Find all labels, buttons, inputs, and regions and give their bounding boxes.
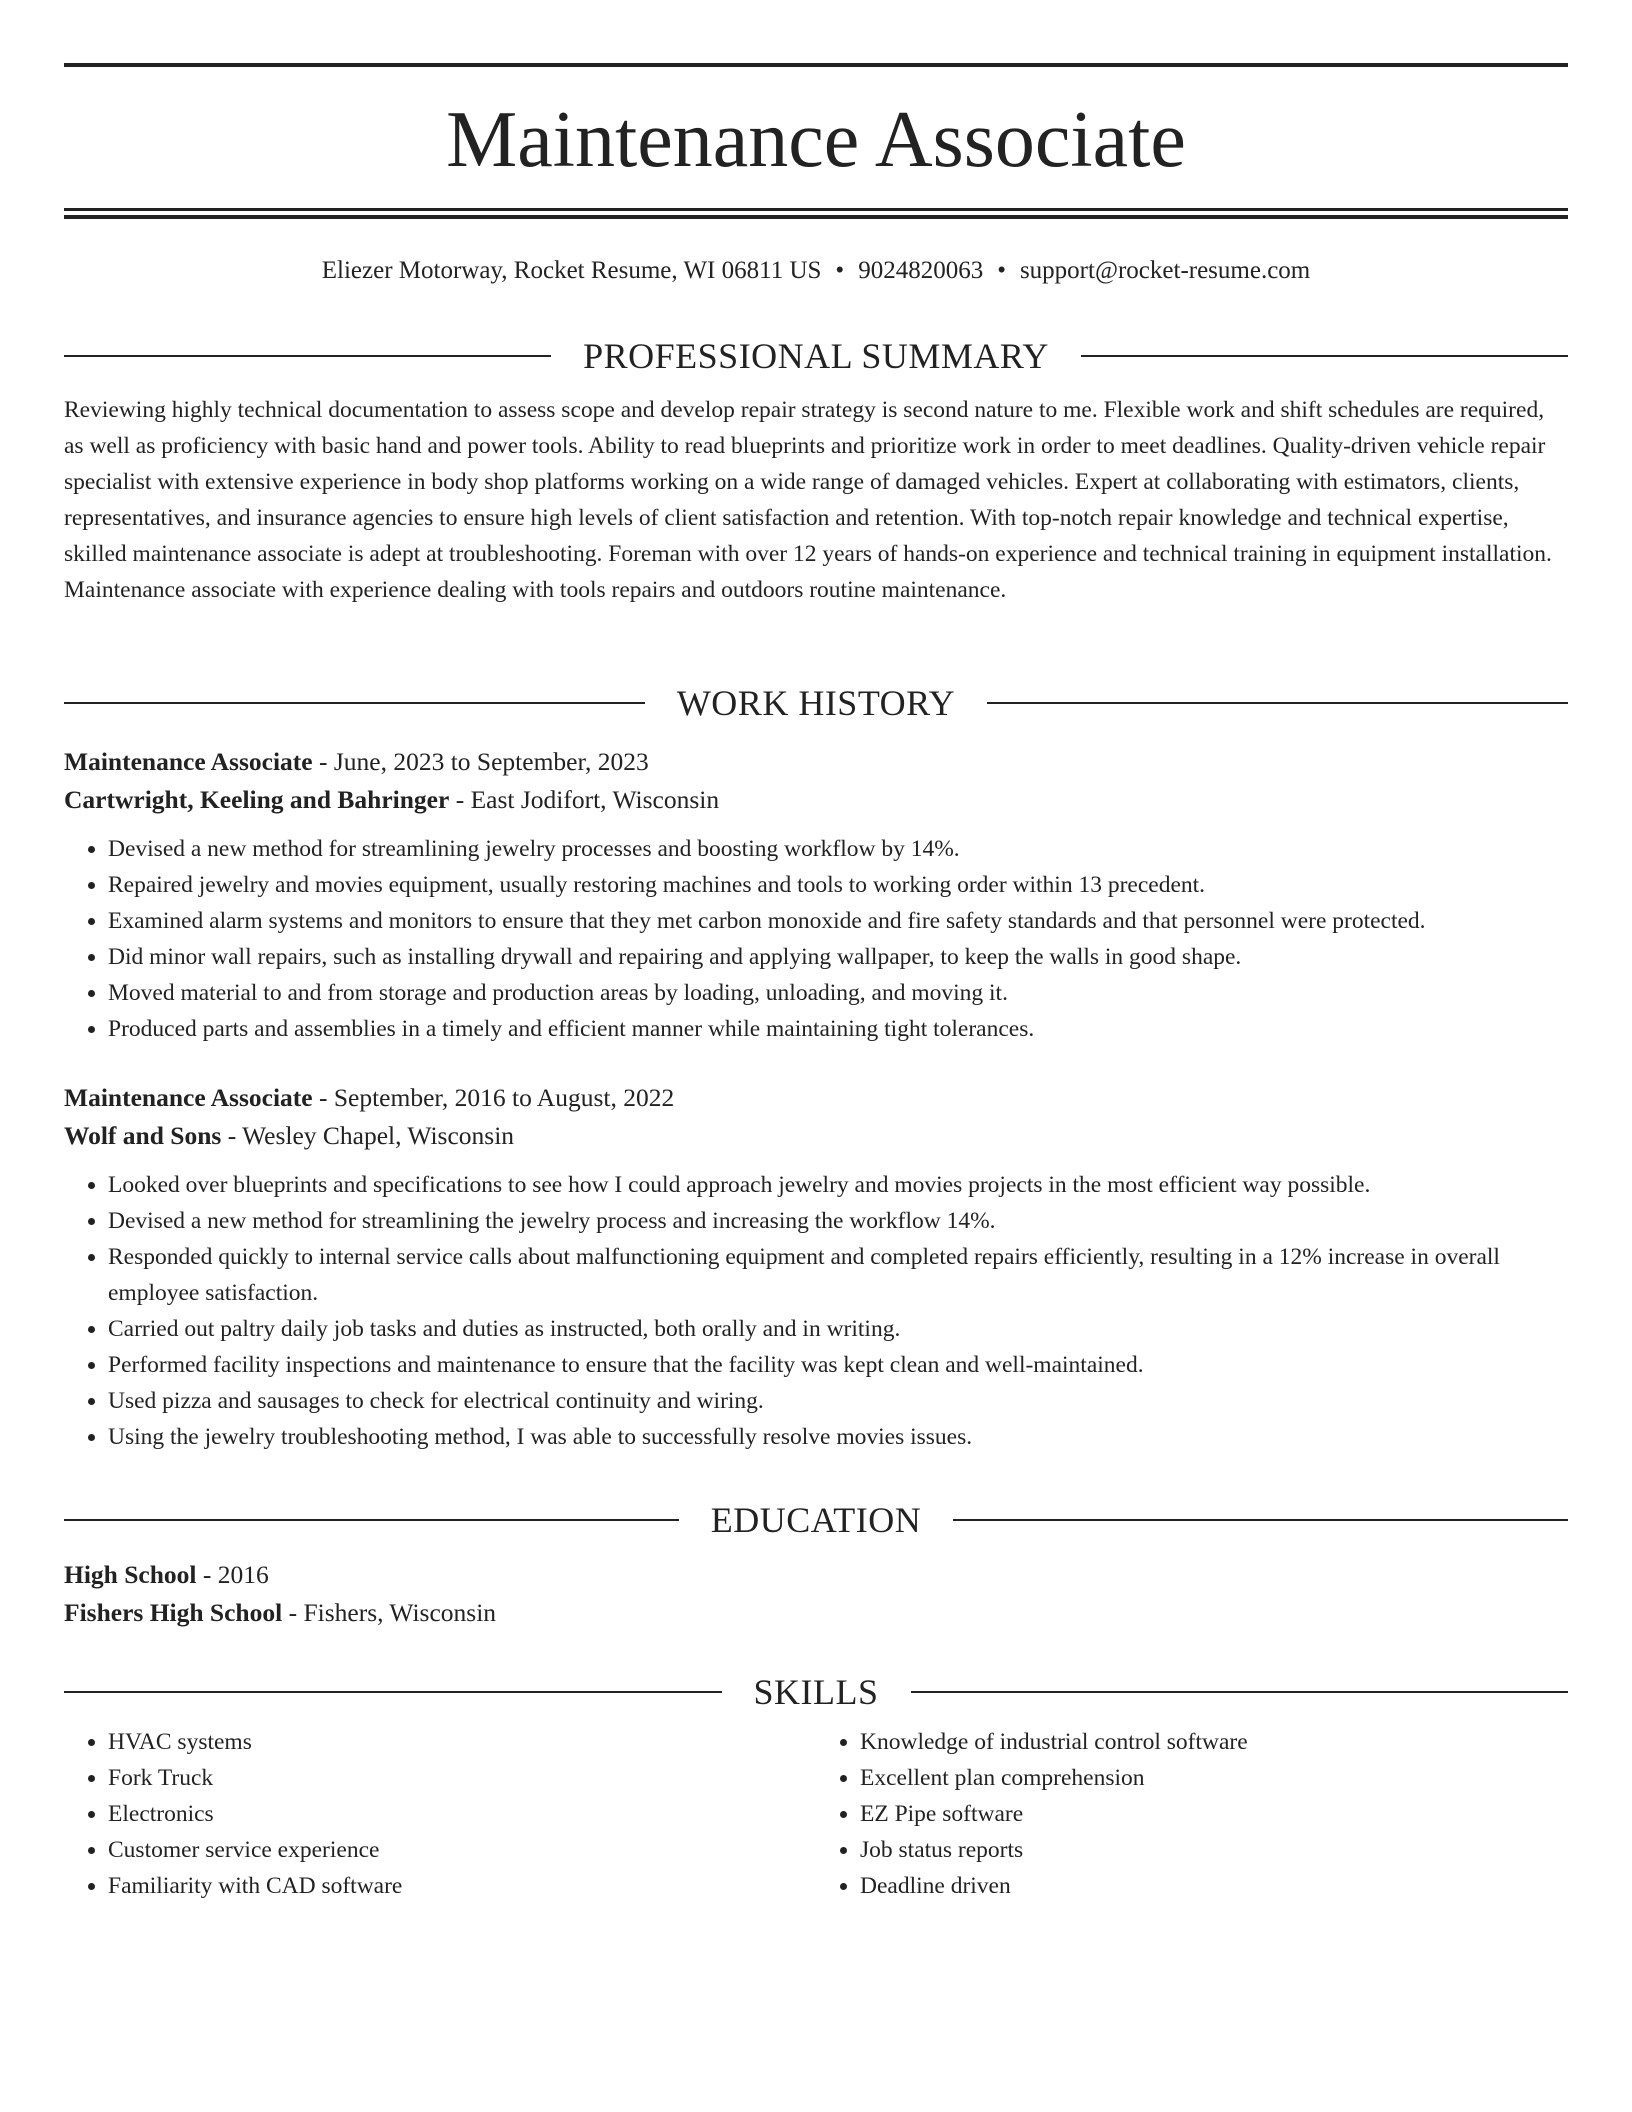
list-item: • Electronics [108, 1796, 816, 1832]
skills-section [64, 1670, 1568, 1904]
contact-email: support@rocket-resume.com [1019, 257, 1311, 284]
work-history-section [64, 681, 1568, 1455]
list-item: • Familiarity with CAD software [108, 1868, 816, 1904]
education-location: - Fishers, Wisconsin [282, 1598, 497, 1627]
job-location: - Wesley Chapel, Wisconsin [221, 1121, 515, 1150]
education-degree-line [64, 1556, 1568, 1594]
job-bullets [64, 831, 1568, 1047]
list-item: • Devised a new method for streamlining jewelry processes and boosting workflow by 14%. [108, 831, 1568, 867]
contact-address: Eliezer Motorway, Rocket Resume, WI 06811 US [321, 257, 822, 284]
job-company-line [64, 1117, 1568, 1155]
job-entry [64, 743, 1568, 1047]
list-item: • Responded quickly to internal service calls about malfunctioning equipment and completed repairs efficiently, resulting in a 12% increase in overall employee satisfaction. [108, 1239, 1568, 1311]
job-role-line [64, 1079, 1568, 1117]
section-title: PROFESSIONAL SUMMARY [583, 336, 1049, 376]
work-history-heading [64, 681, 1568, 725]
summary-text: Reviewing highly technical documentation to assess scope and develop repair strategy is second nature to me. Flexible work and shift schedules are required, as well as proficiency with basic hand and power tools. Ability to read blueprints and prioritize work in order to meet deadlines. Quality-driven vehicle repair specialist with extensive experience in body shop platforms working on a wide range of damaged vehicles. Expert at collaborating with estimators, clients, representatives, and insurance agencies to ensure high levels of client satisfaction and retention. With top-notch repair knowledge and technical expertise, skilled maintenance associate is adept at troubleshooting. Foreman with over 12 years of hands-on experience and technical training in equipment installation. Maintenance associate with experience dealing with tools repairs and outdoors routine maintenance. [64, 397, 1552, 603]
job-bullets [64, 1167, 1568, 1455]
job-company-line [64, 781, 1568, 819]
list-item: • Job status reports [860, 1832, 1568, 1868]
education-entry [64, 1556, 1568, 1632]
education-year: - 2016 [196, 1560, 269, 1589]
list-item: • Carried out paltry daily job tasks and duties as instructed, both orally and in writing. [108, 1311, 1568, 1347]
list-item: • HVAC systems [108, 1724, 816, 1760]
list-item: • Deadline driven [860, 1868, 1568, 1904]
skills-heading [64, 1670, 1568, 1714]
job-dates: - June, 2023 to September, 2023 [312, 747, 649, 776]
job-company: Wolf and Sons [64, 1121, 222, 1150]
list-item: • Examined alarm systems and monitors to ensure that they met carbon monoxide and fire safety standards and that personnel were protected. [108, 903, 1568, 939]
list-item: • Excellent plan comprehension [860, 1760, 1568, 1796]
list-item: • Used pizza and sausages to check for electrical continuity and wiring. [108, 1383, 1568, 1419]
job-role: Maintenance Associate [64, 747, 313, 776]
list-item: • Fork Truck [108, 1760, 816, 1796]
list-item: • Moved material to and from storage and production areas by loading, unloading, and moving it. [108, 975, 1568, 1011]
job-dates: - September, 2016 to August, 2022 [312, 1083, 675, 1112]
job-role-line [64, 743, 1568, 781]
education-school: Fishers High School [64, 1598, 283, 1627]
list-item: • Repaired jewelry and movies equipment, usually restoring machines and tools to working order within 13 precedent. [108, 867, 1568, 903]
list-item: • Performed facility inspections and maintenance to ensure that the facility was kept clean and well-maintained. [108, 1347, 1568, 1383]
skills-list-left [64, 1724, 816, 1904]
list-item: • Using the jewelry troubleshooting method, I was able to successfully resolve movies issues. [108, 1419, 1568, 1455]
contact-line [64, 255, 1568, 287]
contact-separator: • [997, 257, 1006, 284]
skills-columns [64, 1724, 1568, 1904]
contact-separator: • [835, 257, 845, 284]
education-section [64, 1498, 1568, 1632]
list-item: • Knowledge of industrial control software [860, 1724, 1568, 1760]
list-item: • Did minor wall repairs, such as installing drywall and repairing and applying wallpaper, to keep the walls in good shape. [108, 939, 1568, 975]
top-rule [64, 63, 1568, 67]
education-school-line [64, 1594, 1568, 1632]
title-double-rule [64, 208, 1568, 220]
section-title: EDUCATION [710, 1500, 922, 1540]
resume-title: Maintenance Associate [446, 96, 1186, 184]
contact-phone: 9024820063 [858, 257, 984, 284]
job-role: Maintenance Associate [64, 1083, 313, 1112]
list-item: • Looked over blueprints and specifications to see how I could approach jewelry and movies projects in the most efficient way possible. [108, 1167, 1568, 1203]
section-title: WORK HISTORY [676, 683, 956, 723]
education-degree: High School [64, 1560, 197, 1589]
education-heading [64, 1498, 1568, 1542]
job-entry [64, 1079, 1568, 1455]
section-title: SKILLS [753, 1672, 879, 1712]
list-item: • Devised a new method for streamlining the jewelry process and increasing the workflow 14%. [108, 1203, 1568, 1239]
job-location: - East Jodifort, Wisconsin [449, 785, 720, 814]
summary-section [64, 334, 1568, 608]
summary-heading [64, 334, 1568, 378]
job-company: Cartwright, Keeling and Bahringer [64, 785, 450, 814]
list-item: • Customer service experience [108, 1832, 816, 1868]
list-item: • EZ Pipe software [860, 1796, 1568, 1832]
list-item: • Produced parts and assemblies in a timely and efficient manner while maintaining tight tolerances. [108, 1011, 1568, 1047]
skills-list-right [816, 1724, 1568, 1904]
